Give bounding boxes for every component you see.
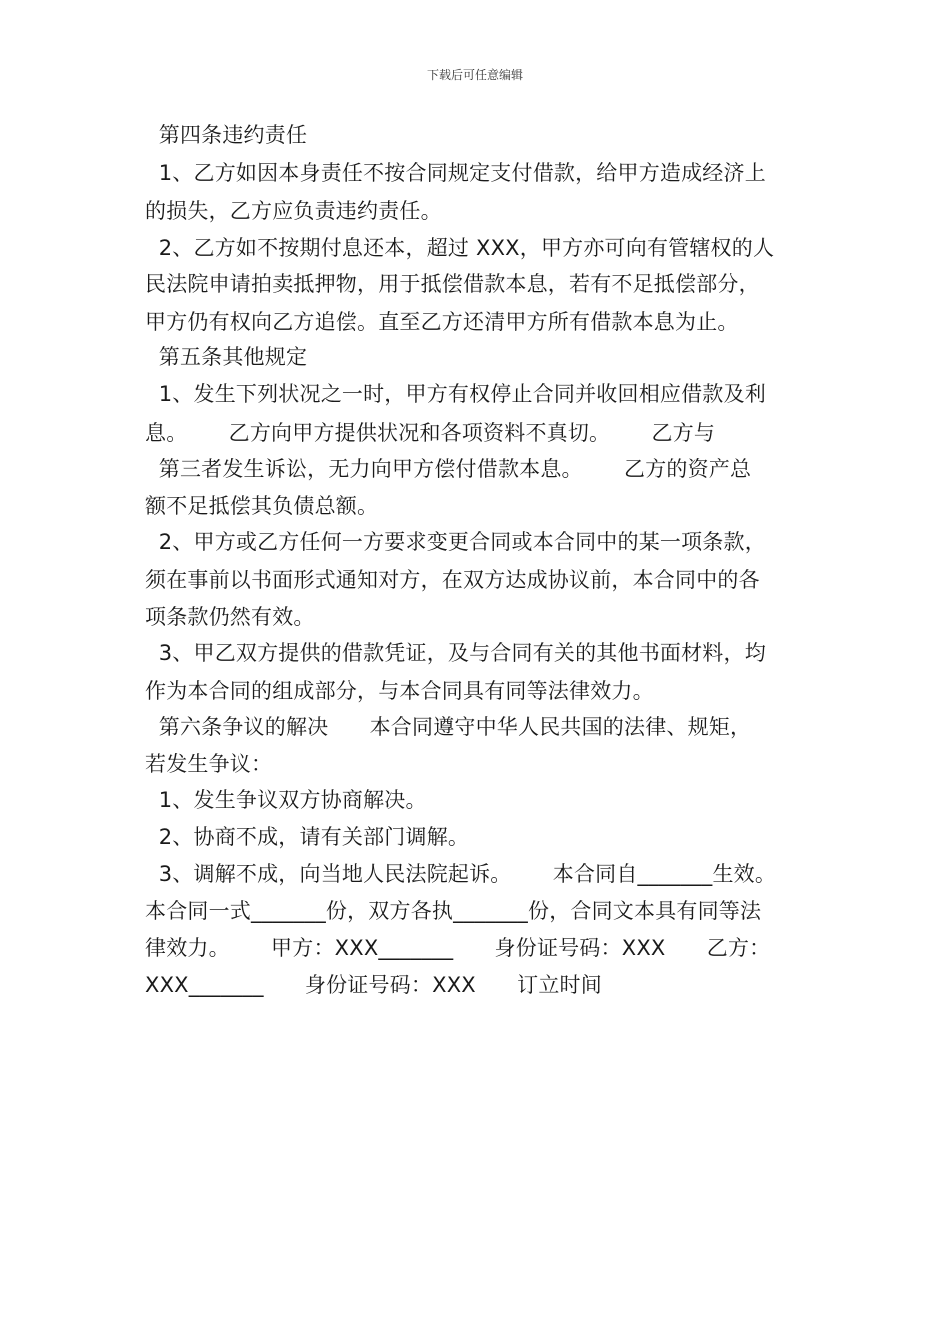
article-5-clause-3-line-2: 作为本合同的组成部分，与本合同具有同等法律效力。 — [145, 679, 654, 703]
article-5-clause-1-line-1: 1、发生下列状况之一时，甲方有权停止合同并收回相应借款及利 — [145, 382, 766, 406]
article-6-clause-3-line-2: 本合同一式_______份，双方各执_______份，合同文本具有同等法 — [145, 899, 762, 923]
signature-line-2: XXX_______ 身份证号码：XXX 订立时间 — [145, 973, 602, 997]
article-4-clause-2-line-3: 甲方仍有权向乙方追偿。直至乙方还清甲方所有借款本息为止。 — [145, 310, 739, 334]
article-4-clause-1-line-2: 的损失，乙方应负责违约责任。 — [145, 199, 442, 223]
article-5-clause-2-line-3: 项条款仍然有效。 — [145, 605, 315, 629]
article-6-clause-3-line-1: 3、调解不成，向当地人民法院起诉。 本合同自_______生效。 — [145, 862, 777, 886]
article-5-clause-1-line-2: 息。 乙方向甲方提供状况和各项资料不真切。 乙方与 — [145, 421, 716, 445]
article-5-clause-1-line-4: 额不足抵偿其负债总额。 — [145, 494, 379, 518]
article-5-clause-3-line-1: 3、甲乙双方提供的借款凭证，及与合同有关的其他书面材料，均 — [145, 641, 766, 665]
article-5-clause-2-line-1: 2、甲方或乙方任何一方要求变更合同或本合同中的某一项条款， — [145, 530, 766, 554]
article-4-title: 第四条违约责任 — [145, 123, 308, 147]
article-5-clause-2-line-2: 须在事前以书面形式通知对方，在双方达成协议前，本合同中的各 — [145, 568, 760, 592]
article-5-clause-1-line-3: 第三者发生诉讼，无力向甲方偿付借款本息。 乙方的资产总 — [145, 457, 752, 481]
article-6-clause-1: 1、发生争议双方协商解决。 — [145, 788, 427, 812]
article-6-title-line-1: 第六条争议的解决 本合同遵守中华人民共国的法律、规矩， — [145, 715, 752, 739]
article-4-clause-1-line-1: 1、乙方如因本身责任不按合同规定支付借款，给甲方造成经济上 — [145, 161, 766, 185]
article-5-title: 第五条其他规定 — [145, 345, 308, 369]
article-4-clause-2-line-1: 2、乙方如不按期付息还本，超过 XXX，甲方亦可向有管辖权的人 — [145, 236, 775, 260]
article-4-clause-2-line-2: 民法院申请拍卖抵押物，用于抵偿借款本息，若有不足抵偿部分， — [145, 272, 760, 296]
page-header: 下载后可任意编辑 — [426, 68, 523, 82]
signature-line-1: 律效力。 甲方：XXX_______ 身份证号码：XXX 乙方： — [145, 936, 771, 960]
article-6-title-line-2: 若发生争议： — [145, 752, 273, 776]
article-6-clause-2: 2、协商不成，请有关部门调解。 — [145, 825, 470, 849]
